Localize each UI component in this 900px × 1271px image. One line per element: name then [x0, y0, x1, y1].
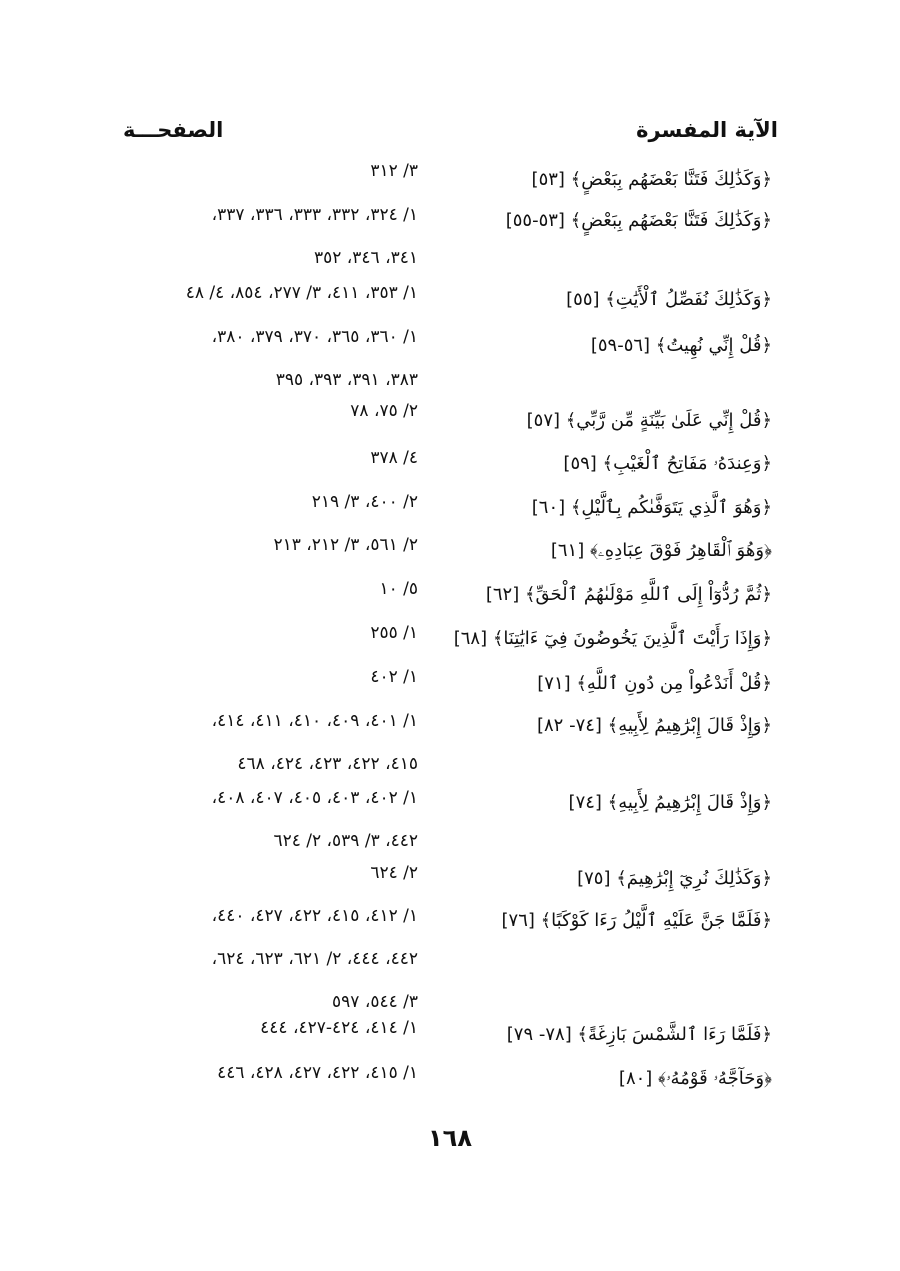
- page-refs-line: ٢/ ٤٠٠، ٣/ ٢١٩: [311, 492, 418, 512]
- page-refs-line: ٤١٥، ٤٢٢، ٤٢٣، ٤٢٤، ٤٦٨: [237, 754, 418, 774]
- page-refs: [118, 481, 418, 524]
- verse-entry: ﴿وَإِذْ قَالَ إِبْرَٰهِيمُ لِأَبِيهِ﴾ [٧٤]: [568, 792, 772, 813]
- page-refs-line: ١/ ٤٠٢، ٤٠٣، ٤٠٥، ٤٠٧، ٤٠٨،: [211, 788, 418, 808]
- verse-entry: ﴿قُلْ أَنَدْعُواْ مِن دُونِ ٱللَّهِ﴾ [٧١]: [537, 673, 772, 694]
- verse-entry: ﴿وَهُوَ ٱلَّذِي يَتَوَفَّىٰكُم بِٱلَّيْلِ﴾ [٦٠]: [531, 497, 772, 518]
- page-refs: [118, 568, 418, 611]
- page-refs: [118, 437, 418, 480]
- page-number: ١٦٨: [428, 1124, 472, 1152]
- verse-entry: ﴿فَلَمَّا رَءَا ٱلشَّمْسَ بَازِغَةً﴾ [٧٨- ٧٩]: [506, 1024, 772, 1045]
- page-refs: [118, 194, 418, 280]
- page-refs: [118, 700, 418, 786]
- page-refs-line: ١/ ٣٢٤، ٣٣٢، ٣٣٣، ٣٣٦، ٣٣٧،: [211, 205, 418, 225]
- verse-entry: ﴿وَإِذْ قَالَ إِبْرَٰهِيمُ لِأَبِيهِ﴾ [٧٤- ٨٢]: [536, 715, 772, 736]
- page-refs-line: ٢/ ٥٦١، ٣/ ٢١٢، ٢١٣: [273, 535, 418, 555]
- verse-entry: ﴿وَكَذَٰلِكَ نُفَصِّلُ ٱلْأَيَٰتِ﴾ [٥٥]: [566, 289, 772, 310]
- page-refs-line: ٢/ ٧٥، ٧٨: [350, 401, 418, 421]
- page-refs-line: ٣٤١، ٣٤٦، ٣٥٢: [314, 248, 418, 268]
- page-refs-line: ٣/ ٥٤٤، ٥٩٧: [332, 992, 418, 1012]
- page-refs: [118, 895, 418, 1024]
- page-refs-line: ٤٤٢، ٣/ ٥٣٩، ٢/ ٦٢٤: [273, 831, 418, 851]
- page-refs: [118, 272, 418, 315]
- verse-entry: ﴿وَكَذَٰلِكَ فَتَنَّا بَعْضَهُم بِبَعْضٍ﴾ [٥٣-٥٥]: [505, 210, 772, 231]
- page-refs-line: ١/ ٤١٥، ٤٢٢، ٤٢٧، ٤٢٨، ٤٤٦: [217, 1063, 418, 1083]
- page-refs: [118, 524, 418, 567]
- page-refs-line: ٢/ ٦٢٤: [370, 863, 418, 883]
- page-refs-line: ٣/ ٣١٢: [370, 161, 418, 181]
- page-refs: [118, 777, 418, 863]
- verse-entry: ﴿وَكَذَٰلِكَ فَتَنَّا بَعْضَهُم بِبَعْضٍ﴾ [٥٣]: [531, 169, 772, 190]
- page-refs: [118, 1052, 418, 1095]
- verse-entry: ﴿قُلْ إِنِّي عَلَىٰ بَيِّنَةٍ مِّن رَّبِّي﴾ [٥٧]: [526, 410, 772, 431]
- header-page-column: الصفحـــة: [123, 118, 224, 142]
- page-refs-line: ٣٨٣، ٣٩١، ٣٩٣، ٣٩٥: [275, 370, 418, 390]
- page-refs-line: ١/ ٤٠١، ٤٠٩، ٤١٠، ٤١١، ٤١٤،: [211, 711, 418, 731]
- page-refs-line: ١/ ٤٠٢: [370, 667, 418, 687]
- page-refs: [118, 150, 418, 193]
- verse-entry: ﴿قُلْ إِنِّي نُهِيتُ﴾ [٥٦-٥٩]: [590, 335, 772, 356]
- verse-entry: ﴿وَهُوَ ٱلْقَاهِرُ فَوْقَ عِبَادِهِۦ﴾ [٦١]: [550, 540, 772, 561]
- page-refs-line: ١/ ٢٥٥: [370, 623, 418, 643]
- verse-entry: ﴿وَعِندَهُۥ مَفَاتِحُ ٱلْغَيْبِ﴾ [٥٩]: [563, 453, 772, 474]
- header-verse-column: الآية المفسرة: [636, 118, 778, 142]
- verse-entry: ﴿فَلَمَّا جَنَّ عَلَيْهِ ٱلَّيْلُ رَءَا كَوْكَبًا﴾ [٧٦]: [501, 910, 772, 931]
- page-refs-line: ١/ ٤١٤، ٤٢٤-٤٢٧، ٤٤٤: [260, 1018, 418, 1038]
- page-refs: [118, 852, 418, 895]
- page-refs: [118, 390, 418, 433]
- verse-entry: ﴿ثُمَّ رُدُّوٓاْ إِلَى ٱللَّهِ مَوْلَىٰهُمُ ٱلْحَقِّ﴾ [٦٢]: [485, 584, 772, 605]
- page-refs-line: ٤٤٢، ٤٤٤، ٢/ ٦٢١، ٦٢٣، ٦٢٤،: [211, 949, 418, 969]
- verse-entry: ﴿وَإِذَا رَأَيْتَ ٱلَّذِينَ يَخُوضُونَ فِيٓ ءَايَٰتِنَا﴾ [٦٨]: [453, 628, 772, 649]
- verse-entry: ﴿وَكَذَٰلِكَ نُرِيٓ إِبْرَٰهِيمَ﴾ [٧٥]: [577, 868, 772, 889]
- page-refs: [118, 1007, 418, 1050]
- page-refs-line: ١/ ٣٥٣، ٤١١، ٣/ ٢٧٧، ٨٥٤، ٤/ ٤٨: [185, 283, 418, 303]
- page-refs-line: ١/ ٤١٢، ٤١٥، ٤٢٢، ٤٢٧، ٤٤٠،: [211, 906, 418, 926]
- page-refs: [118, 612, 418, 655]
- page-refs-line: ٤/ ٣٧٨: [370, 448, 418, 468]
- page-refs-line: ٥/ ١٠: [379, 579, 418, 599]
- page-refs: [118, 656, 418, 699]
- verse-entry: ﴿وَحَآجَّهُۥ قَوْمُهُۥ﴾ [٨٠]: [618, 1068, 772, 1089]
- page-refs-line: ١/ ٣٦٠، ٣٦٥، ٣٧٠، ٣٧٩، ٣٨٠،: [211, 327, 418, 347]
